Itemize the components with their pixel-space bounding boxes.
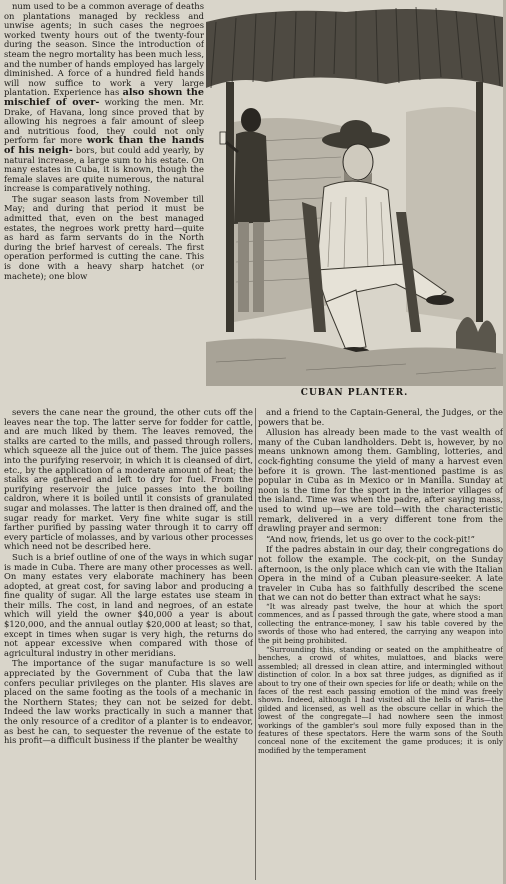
paragraph [4, 2, 204, 194]
paragraph: The sugar season lasts from November till May; and during that period it must be admitted that, even on the best managed estates, the negroes work pretty hard—quite as hard as farm servants do in the North during the brief harvest of cereals. The first operation performed is cutting the cane. This is done with a heavy sharp hatchet (or machete); one blow [4, 193, 204, 281]
illustration-caption: CUBAN PLANTER. [300, 388, 409, 398]
block-quote [258, 603, 503, 755]
paragraph-bold-run: work than the hands of his neigh- [4, 135, 204, 156]
quote-paragraph: “It was already past twelve, the hour at which the sport commences, and as I passed through the gate, where stood a man collecting the entrance-money, I saw his table covered by the swords of those who had entered, the carrying any weapon into the pit being prohibited. [258, 601, 503, 645]
paragraph: If the padres abstain in our day, their congregations do not follow the example. The cock-pit, on the Sunday afternoon, is the only place which can vie with the Italian Opera in the mind of a Cuban pleasure-seeker. A late traveler in Cuba has so faithfully described the scene that we can not do better than extract what he says: [258, 544, 503, 603]
cuban-planter-illustration [206, 2, 503, 386]
paragraph: Allusion has already been made to the vast wealth of many of the Cuban landholders. Debt is, however, by no means unknown among them. Gambling, lotteries, and cock-fighting consume the yield of many a harvest even before it is grown. The last-mentioned pastime is as popular in Cuba as in Mexico or in Manilla. Sunday at noon is the time for the sport in the interior villages of the island. Time was when the padre, after saying mass, used to wind up—we are told—with the characteristic remark, delivered in a very different tone from the drawling prayer and sermon: [258, 427, 503, 534]
quote-paragraph: “Surrounding this, standing or seated on the amphitheatre of benches, a crowd of whites, mulattoes, and blacks were assembled; all dressed in clean attire, and intermingled without distinction of color. In a box sat three judges, as dignified as if about to try one of their own species for life or death; while on the faces of the rest each passing emotion of the mind was freely shown. Indeed, although I had visited all the hells of Paris—the gilded and licensed, as well as the obscure cellar in which the lowest of the congregate—I had nowhere seen the inmost workings of the gambler's soul more fully exposed than in the features of these spectators. Here the warm sons of the South conceal none of the excitement the game produces; it is only modified by the temperament [258, 644, 503, 755]
paragraph-text: num used to be a common average of deaths on plantations managed by reckless and unwise agents; in such cases the negroes worked twenty hours out of the twenty-four during the season. Since the introduction of steam the negro mortality has been much less, and the number of hands employed has largely diminished. A force of a hundred field hands will now suffice to work a very large plantation. Experience has [4, 2, 204, 98]
paragraph: Such is a brief outline of one of the ways in which sugar is made in Cuba. There are many other processes as well. On many estates very elaborate machinery has been adopted, at great cost, for saving labor and producing a fine quality of sugar. All the large estates use steam in their mills. The cost, in land and negroes, of an estate which will yield the owner $40,000 a year is about $120,000, and the annual outlay $20,000 at least; so that, except in times when sugar is very high, the returns do not appear excessive when compared with those of agricultural industry in other meridians. [4, 551, 253, 658]
paragraph: and a friend to the Captain-General, the Judges, or the powers that be. [258, 408, 503, 427]
paragraph: “And now, friends, let us go over to the cock-pit!” [266, 533, 475, 544]
left-column-bottom [4, 408, 253, 882]
paragraph-text: working the men. Mr. Drake, of Havana, long since proved that by allowing his negroes a fair amount of sleep and nutritious food, they could not only perform far more [4, 96, 204, 146]
left-column-top [4, 2, 204, 407]
column-divider [255, 408, 256, 880]
paragraph-bold-run: also shown the mischief of over- [4, 87, 204, 108]
paragraph: The importance of the sugar manufacture is so well appreciated by the Government of Cuba that the law confers peculiar privileges on the planter. His slaves are placed on the same footing as the tools of a mechanic in the Northern States; they can not be seized for debt. Indeed the law works practically in such a manner that the only resource of a creditor of a planter is to endeavor, as best he can, to sequester the revenue of the estate to his profit—a difficult business if the planter be wealthy [4, 658, 253, 746]
right-column-bottom [258, 408, 503, 882]
paragraph-text: bors, but could add yearly, by natural increase, a large sum to his estate. On many estates in Cuba, it is known, though the female slaves are quite numerous, the natural increase is comparatively nothing. [4, 144, 204, 194]
paragraph: severs the cane near the ground, the other cuts off the leaves near the top. The latter serve for fodder for cattle, and are much liked by them. The leaves removed, the stalks are carted to the mills, and passed through rollers, which squeeze all the juice out of them. The juice passes into the purifying reservoir, in which it is cleansed of dirt, etc., by the application of a moderate amount of heat; the stalks are gathered and left to dry for fuel. From the purifying reservoir the juice passes into the boiling caldron, where it is boiled until it consists of granulated sugar and molasses. The latter is then drained off, and the sugar ready for market. Very fine white sugar is still farther purified by passing water through it to carry off every particle of molasses, and by various other processes which need not be described here. [4, 408, 253, 552]
